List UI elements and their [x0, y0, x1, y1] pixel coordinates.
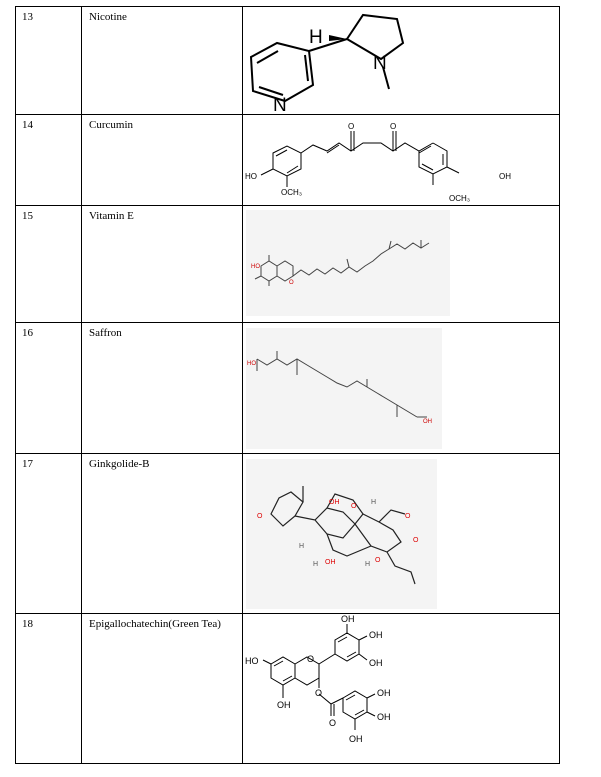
row-number: 17 [16, 454, 82, 614]
ginkgolide-b-structure [243, 454, 559, 614]
row-number: 14 [16, 115, 82, 206]
structure-cell [243, 115, 560, 206]
saffron-structure [243, 323, 559, 454]
atom-label-o: O [289, 280, 294, 286]
nicotine-structure [243, 7, 559, 115]
compound-name: Nicotine [82, 7, 243, 115]
compound-name: Saffron [82, 323, 243, 454]
row-number: 16 [16, 323, 82, 454]
table-row [16, 7, 560, 115]
atom-label-o: O [405, 513, 411, 520]
atom-label-oh: OH [377, 688, 391, 698]
atom-label-n: N [373, 53, 387, 74]
atom-label-oh: OH [325, 559, 336, 566]
atom-label-o: O [375, 557, 381, 564]
atom-label-o: O [351, 503, 357, 510]
egcg-structure [243, 614, 559, 764]
atom-label-ho: HO [247, 361, 256, 367]
atom-label-och3: OCH₃ [449, 194, 471, 203]
table-row [16, 454, 560, 614]
atom-label-o: O [307, 654, 315, 664]
atom-label-o: O [315, 688, 323, 698]
atom-label-ho: HO [251, 264, 260, 270]
atom-label-n: N [273, 95, 287, 115]
atom-label-o: O [348, 122, 355, 131]
atom-label-oh: OH [369, 630, 383, 640]
atom-label-h: H [309, 27, 323, 48]
compound-name: Vitamin E [82, 206, 243, 323]
curcumin-structure [243, 115, 559, 206]
atom-label-o: O [390, 122, 397, 131]
row-number: 18 [16, 614, 82, 764]
atom-label-ho: HO [245, 656, 259, 666]
atom-label-oh: OH [349, 734, 363, 744]
row-number: 13 [16, 7, 82, 115]
atom-label-oh: OH [341, 614, 355, 624]
atom-label-oh: OH [369, 658, 383, 668]
row-number: 15 [16, 206, 82, 323]
compound-name: Curcumin [82, 115, 243, 206]
structure-cell [243, 614, 560, 764]
compound-table [15, 6, 560, 764]
atom-label-oh: OH [499, 172, 511, 181]
atom-label-h: H [299, 543, 305, 550]
structure-cell [243, 7, 560, 115]
atom-label-oh: OH [423, 419, 432, 425]
compound-name: Epigallochatechin(Green Tea) [82, 614, 243, 764]
atom-label-h: H [365, 561, 371, 568]
table-row [16, 323, 560, 454]
atom-label-o: O [413, 537, 419, 544]
atom-label-o: O [329, 718, 337, 728]
table-row [16, 115, 560, 206]
vitamin-e-structure [243, 206, 559, 323]
compound-name: Ginkgolide-B [82, 454, 243, 614]
atom-label-ho: HO [245, 172, 257, 181]
atom-label-o: O [257, 513, 263, 520]
atom-label-h: H [313, 561, 319, 568]
table-row [16, 206, 560, 323]
atom-label-h: H [371, 499, 377, 506]
structure-cell [243, 323, 560, 454]
table-row [16, 614, 560, 764]
atom-label-oh: OH [277, 700, 291, 710]
structure-cell [243, 454, 560, 614]
atom-label-och3: OCH₃ [281, 188, 303, 197]
structure-cell [243, 206, 560, 323]
atom-label-oh: OH [377, 712, 391, 722]
atom-label-oh: OH [329, 499, 340, 506]
